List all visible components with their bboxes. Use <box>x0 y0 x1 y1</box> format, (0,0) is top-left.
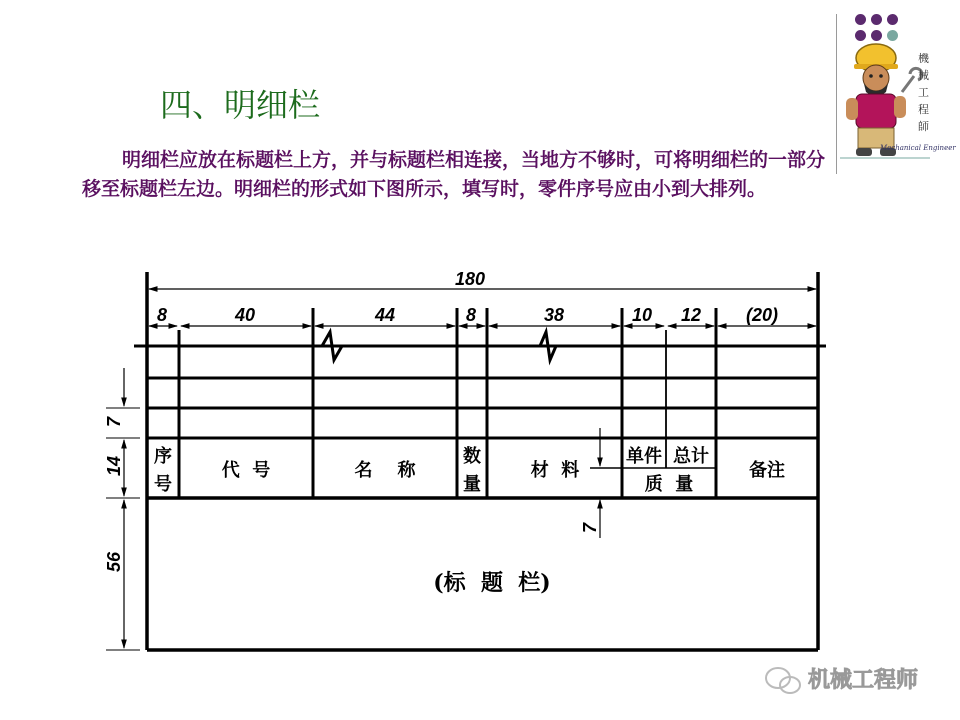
dim-width: 8 <box>156 305 168 325</box>
header-qty-2: 量 <box>463 474 481 495</box>
logo-char: 械 <box>918 69 929 82</box>
header-mass: 质 量 <box>644 474 694 495</box>
header-qty-1: 数 <box>463 446 481 467</box>
header-remark: 备注 <box>749 460 785 481</box>
header-unit: 单件 <box>626 446 662 467</box>
logo-char: 工 <box>918 86 929 99</box>
dim-total-width: 180 <box>454 269 486 289</box>
watermark-text: 机械工程师 <box>808 668 919 693</box>
dim-split-height: 7 <box>580 522 600 534</box>
dim-header-height: 14 <box>104 455 124 477</box>
wechat-icon <box>766 668 800 693</box>
header-code: 代 号 <box>221 460 271 481</box>
dim-row-height: 7 <box>104 416 124 428</box>
dim-width: 38 <box>543 305 565 325</box>
header-material: 材 料 <box>530 460 580 481</box>
dim-width: 44 <box>374 305 396 325</box>
header-seq-2: 号 <box>154 474 172 495</box>
dim-width: 10 <box>631 305 653 325</box>
page-title: 四、明细栏 <box>160 86 321 124</box>
header-total: 总计 <box>673 446 709 467</box>
dim-width: (20) <box>745 305 779 325</box>
dim-width: 12 <box>680 305 702 325</box>
logo-char: 師 <box>918 120 929 133</box>
header-name: 名 称 <box>354 460 416 481</box>
wechat-watermark <box>764 660 944 700</box>
logo-caption: Mechanical Engineer <box>880 144 956 152</box>
logo-char: 程 <box>918 103 929 116</box>
dim-width: 8 <box>465 305 477 325</box>
header-seq-1: 序 <box>154 446 172 467</box>
intro-paragraph: 明细栏应放在标题栏上方，并与标题栏相连接，当地方不够时，可将明细栏的一部分移至标题栏左边。明细栏的形式如下图所示，填写时，零件序号应由小到大排列。 <box>82 149 826 200</box>
dim-title-block-height: 56 <box>104 551 124 573</box>
logo-char: 機 <box>918 52 929 65</box>
dim-width: 40 <box>234 305 256 325</box>
title-block-label: (标 题 栏) <box>433 570 551 596</box>
